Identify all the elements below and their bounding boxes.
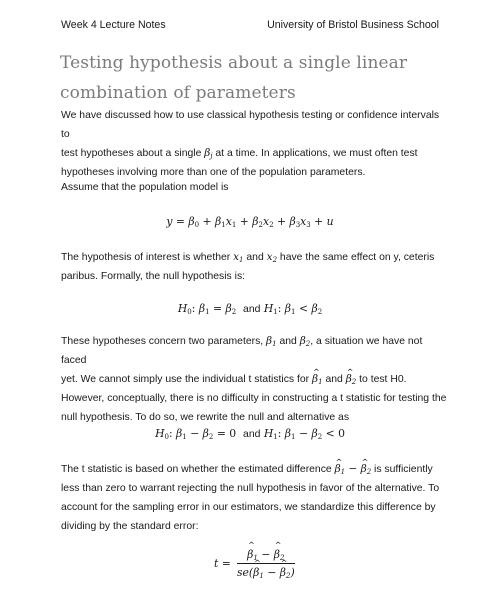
parameters-paragraph — [61, 332, 449, 427]
parameters-line-3: However, conceptually, there is no difficulty in constructing a t statistic for testing the — [61, 393, 447, 404]
parameters-line-1: These hypotheses concern two parameters, $\beta_1$ and $\beta_2$, a situation we have not faced — [61, 335, 423, 366]
t-statistic-formula: t = ^ $\frac{\beta_1 - \^{} \beta_2}{se(\^{} \beta_1 - \^{} \beta_2)}$ — [214, 548, 295, 579]
t-statistic-line-3: account for the sampling error in our estimators, we standardize this difference by — [61, 502, 436, 513]
x2-symbol: $x_2$ — [266, 251, 278, 264]
t-statistic-line-1: The t statistic is based on whether the estimated difference ^ $\beta_1$ − ^ $\beta_2$ is sufficiently — [61, 460, 449, 479]
parameters-line-2: yet. We cannot simply use the individual t statistics for ^ $\beta_1$ and ^ $\beta_2$ to test H0. — [61, 370, 449, 389]
hypothesis-line-2: paribus. Formally, the null hypothesis is: — [61, 271, 246, 282]
hypothesis-line-1: The hypothesis of interest is whether $x_1$ and $x_2$ have the same effect on y, ceteris — [61, 251, 435, 264]
section-title-line-2: combination of parameters — [60, 83, 296, 103]
t-statistic-paragraph — [61, 460, 449, 536]
null-hypothesis-equation: $H_0$: $\beta_1 = \beta_2$ and $H_1$: $\beta_1 < \beta_2$ — [177, 302, 323, 316]
population-model-equation: $y = \beta_0 + \beta_1x_1 + \beta_2x_2 + \beta_3x_3 + u$ — [166, 215, 334, 229]
intro-line-2: test hypotheses about a single $\beta_j$ at a time. In applications, we must often test — [61, 147, 418, 160]
header-course: Week 4 Lecture Notes — [61, 19, 166, 31]
x1-symbol: $x_1$ — [233, 251, 244, 264]
beta-j-symbol: $\beta_j$ — [204, 147, 213, 160]
model-intro-text: Assume that the population model is — [61, 182, 229, 193]
hypothesis-paragraph — [61, 248, 449, 286]
t-statistic-line-4: dividing by the standard error: — [61, 521, 199, 532]
intro-line-3: hypotheses involving more than one of the population parameters. — [61, 167, 366, 178]
rewritten-hypothesis-equation: $H_0$: $\beta_1 - \beta_2 = 0$ and $H_1$: $\beta_1 - \beta_2 < 0$ — [155, 427, 345, 441]
intro-paragraph — [61, 106, 449, 182]
header-institution: University of Bristol Business School — [267, 19, 439, 31]
t-statistic-line-2: less than zero to warrant rejecting the null hypothesis in favor of the alternative. To — [61, 483, 440, 494]
parameters-line-4: null hypothesis. To do so, we rewrite the null and alternative as — [61, 412, 350, 423]
page-header — [61, 19, 439, 31]
section-title-line-1: Testing hypothesis about a single linear — [60, 53, 408, 73]
section-title — [60, 48, 450, 108]
formula-denominator: se(^ $\beta_1$ − ^ $\beta_2$) — [237, 564, 295, 579]
intro-line-1: We have discussed how to use classical hypothesis testing or confidence intervals to — [61, 110, 440, 140]
formula-numerator: ^ $\beta_1$ − ^ $\beta_2$ — [245, 548, 286, 563]
